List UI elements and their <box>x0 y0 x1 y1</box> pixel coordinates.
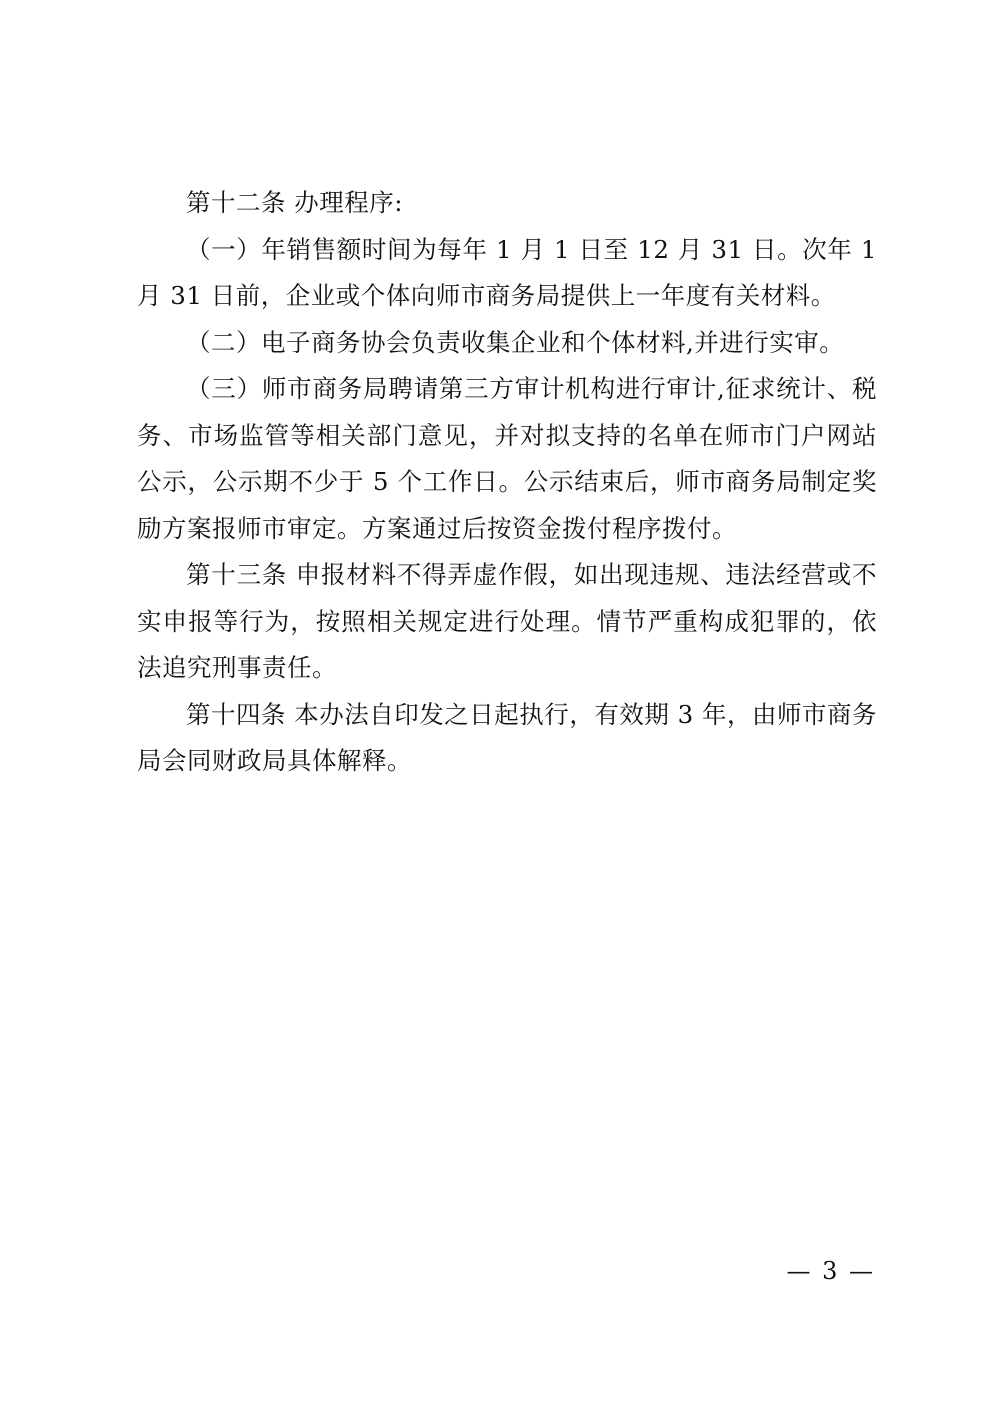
article-12-item-3: （三）师市商务局聘请第三方审计机构进行审计,征求统计、税务、市场监管等相关部门意见，并对拟支持的名单在师市门户网站公示，公示期不少于 5 个工作日。公示结束后，师市商务局制定奖励方案报师市审定。方案通过后按资金拨付程序拨付。 <box>137 374 877 543</box>
document-body <box>137 180 877 785</box>
article-13: 第十三条 申报材料不得弄虚作假，如出现违规、违法经营或不实申报等行为，按照相关规定进行处理。情节严重构成犯罪的，依法追究刑事责任。 <box>137 560 877 682</box>
page-number: — 3 — <box>786 1257 875 1285</box>
article-12-item-2: （二）电子商务协会负责收集企业和个体材料,并进行实审。 <box>186 327 845 357</box>
article-12-item-1: （一）年销售额时间为每年 1 月 1 日至 12 月 31 日。次年 1 月 31 日前，企业或个体向师市商务局提供上一年度有关材料。 <box>137 234 877 310</box>
article-12-heading: 第十二条 办理程序: <box>186 188 404 217</box>
article-14: 第十四条 本办法自印发之日起执行，有效期 3 年，由师市商务局会同财政局具体解释。 <box>137 699 877 775</box>
